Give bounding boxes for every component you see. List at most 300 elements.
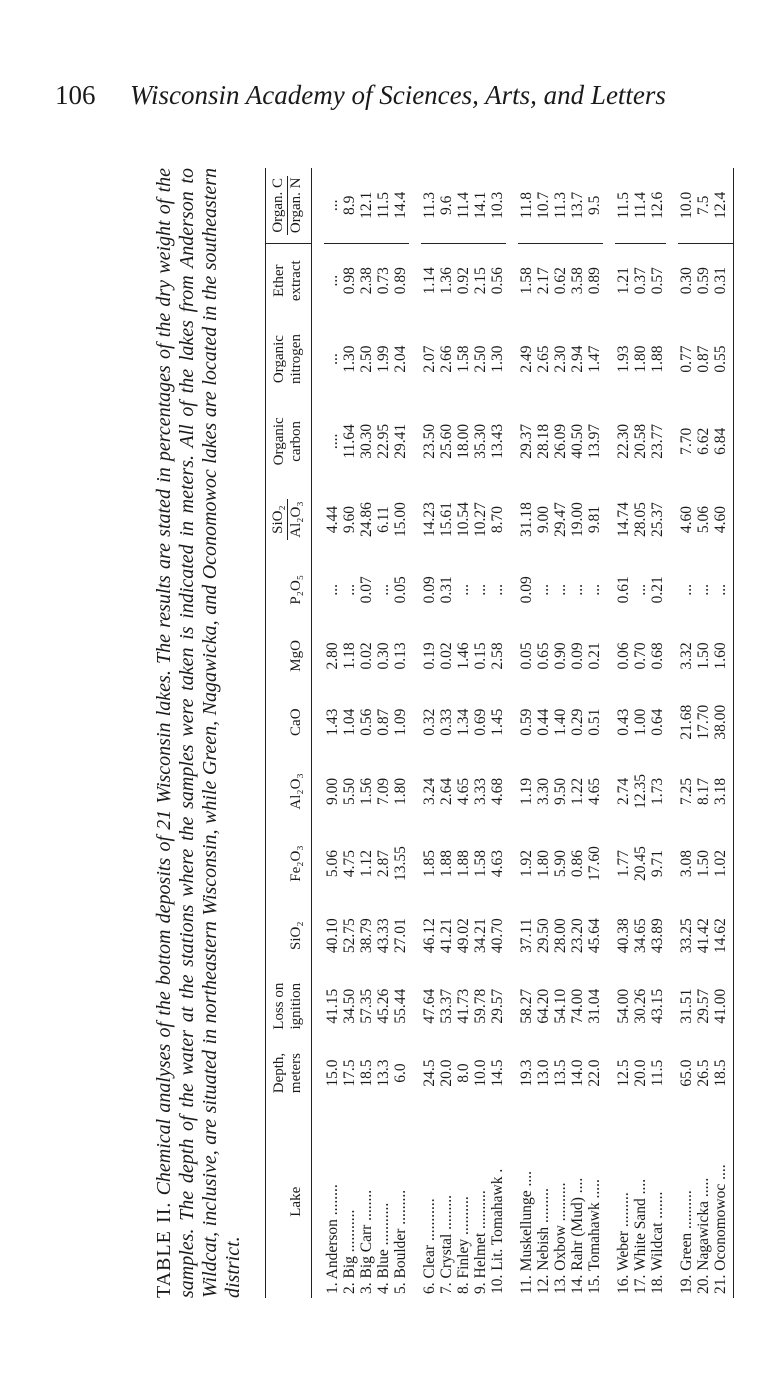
table-cell: 1.09 <box>392 708 409 736</box>
table-cell: 11.4 <box>455 168 472 243</box>
lake-name-cell: 8. Finley .......... <box>455 1196 472 1294</box>
table-cell: 45.26 <box>375 988 392 1024</box>
table-row <box>455 168 472 1298</box>
table-row <box>392 168 409 1298</box>
table-cell: 1.21 <box>615 267 632 295</box>
table-row <box>552 168 569 1298</box>
table-cell: 0.37 <box>632 267 649 295</box>
table-cell: 29.41 <box>392 423 409 459</box>
table-cell: 33.25 <box>678 918 695 954</box>
table-cell: 3.33 <box>472 777 489 806</box>
table-cell: 0.59 <box>695 267 712 295</box>
table-cell: 8.0 <box>455 1063 472 1083</box>
chemical-analyses-table <box>265 168 734 1298</box>
table-cell: ... <box>324 353 341 365</box>
header-c-n-ratio <box>266 168 312 243</box>
table-cell: 0.89 <box>586 267 603 295</box>
table-cell: 1.02 <box>712 828 734 900</box>
table-cell: 1.80 <box>392 777 409 806</box>
table-cell: ... <box>341 583 358 596</box>
table-cell: 20.58 <box>632 423 649 459</box>
table-cell: 1.93 <box>615 345 632 373</box>
table-cell: 13.3 <box>375 1059 392 1087</box>
table-cell: 1.19 <box>518 777 535 806</box>
table-cell: 30.30 <box>358 423 375 459</box>
table-cell: 8.70 <box>489 506 506 534</box>
table-cell: 4.44 <box>324 506 341 534</box>
lake-name-cell: 10. Lit. Tomahawk . <box>489 1168 506 1294</box>
table-cell: 3.08 <box>678 850 695 878</box>
table-cell: ... <box>489 583 506 596</box>
spacer-cell <box>603 168 615 1298</box>
group-spacer <box>666 168 678 1298</box>
header-loss: Loss on ignition <box>266 972 312 1041</box>
table-cell: 7.5 <box>695 168 712 243</box>
table-cell: 3.30 <box>535 777 552 806</box>
lake-name-cell: 6. Clear ........... <box>421 1198 438 1294</box>
page-header <box>55 80 725 114</box>
table-row <box>586 168 603 1298</box>
table-cell: 13.5 <box>552 1059 569 1087</box>
table-cell: 18.00 <box>455 423 472 459</box>
table-cell: 12.35 <box>632 774 649 809</box>
table-cell: 21.68 <box>678 704 695 740</box>
table-cell: 3.24 <box>421 777 438 806</box>
table-cell: ... <box>695 583 712 596</box>
ratio-numerator: SiO₂ <box>270 499 288 539</box>
table-cell: 0.09 <box>421 576 438 604</box>
table-cell: 0.21 <box>586 642 603 670</box>
table-cell: 4.65 <box>586 777 603 806</box>
table-cell: 1.73 <box>649 777 666 806</box>
table-cell: 23.77 <box>649 423 666 459</box>
table-cell: 6.11 <box>375 506 392 533</box>
table-row <box>324 168 341 1298</box>
table-cell: 9.5 <box>586 168 603 243</box>
table-cell: 2.38 <box>358 267 375 295</box>
cn-denominator: Organ. N <box>288 177 304 234</box>
table-cell: 11.5 <box>649 1059 666 1087</box>
table-cell: 1.88 <box>649 345 666 373</box>
table-cell: 0.15 <box>472 642 489 670</box>
table-cell: 23.20 <box>569 918 586 954</box>
table-cell: 41.42 <box>695 918 712 954</box>
table-cell: 0.05 <box>518 642 535 670</box>
table-cell: 12.6 <box>649 168 666 243</box>
table-cell: 0.86 <box>569 850 586 878</box>
table-cell: 1.36 <box>438 267 455 295</box>
table-cell: 18.5 <box>712 1041 734 1106</box>
table-cell: 0.07 <box>358 576 375 604</box>
table-cell: 8.17 <box>695 777 712 806</box>
table-cell: 11.3 <box>552 168 569 243</box>
table-cell: 17.70 <box>695 704 712 740</box>
table-cell: 0.30 <box>678 267 695 295</box>
table-cell: 41.73 <box>455 988 472 1024</box>
table-cell: 28.00 <box>552 918 569 954</box>
header-p2o5: P₂O₅ <box>266 557 312 623</box>
header-ether-extract: Ether extract <box>266 243 312 318</box>
table-cell: 0.33 <box>438 708 455 736</box>
table-cell: 26.09 <box>552 423 569 459</box>
table-cell: 0.19 <box>421 642 438 670</box>
table-row <box>712 168 734 1298</box>
table-cell: 11.5 <box>375 168 392 243</box>
table-cell: 22.30 <box>615 423 632 459</box>
table-cell: 2.15 <box>472 267 489 295</box>
table-cell: 1.92 <box>518 850 535 878</box>
table-cell: 40.70 <box>489 918 506 954</box>
table-cell: 4.60 <box>678 506 695 534</box>
table-cell: 0.65 <box>535 642 552 670</box>
table-cell: 1.88 <box>455 850 472 878</box>
lake-name-cell: 16. Weber ......... <box>615 1192 632 1294</box>
table-cell: 20.0 <box>632 1059 649 1087</box>
table-cell: 1.34 <box>455 708 472 736</box>
table-cell: 0.98 <box>341 267 358 295</box>
table-cell: 24.86 <box>358 502 375 538</box>
table-cell: 19.00 <box>569 502 586 538</box>
table-cell: 1.40 <box>552 708 569 736</box>
table-cell: 4.75 <box>341 850 358 878</box>
header-organic-carbon: Organic carbon <box>266 400 312 482</box>
table-cell: 57.35 <box>358 988 375 1024</box>
table-cell: 2.80 <box>324 642 341 670</box>
table-cell: 2.30 <box>552 345 569 373</box>
table-cell: 43.33 <box>375 918 392 954</box>
table-cell: 17.60 <box>586 846 603 882</box>
table-body <box>312 168 734 1298</box>
table-row <box>438 168 455 1298</box>
table-cell: 35.30 <box>472 423 489 459</box>
table-cell: 13.97 <box>586 423 603 459</box>
header-sio2: SiO₂ <box>266 900 312 972</box>
table-cell: 5.50 <box>341 777 358 806</box>
table-row <box>472 168 489 1298</box>
table-cell: 55.44 <box>392 988 409 1024</box>
table-cell: 31.04 <box>586 988 603 1024</box>
lake-name-cell: 3. Big Carr ........ <box>358 1189 375 1294</box>
table-cell: 0.31 <box>438 576 455 604</box>
table-row <box>649 168 666 1298</box>
table-cell: 38.79 <box>358 918 375 954</box>
spacer-cell <box>312 168 325 1298</box>
lake-name-cell: 20. Nagawicka ..... <box>695 1177 712 1294</box>
table-row <box>678 168 695 1298</box>
lake-name-cell: 17. White Sand .... <box>632 1178 649 1294</box>
table-cell: 40.50 <box>569 423 586 459</box>
table-cell: 2.04 <box>392 345 409 373</box>
table-cell: 4.68 <box>489 777 506 806</box>
table-cell: 41.21 <box>438 918 455 954</box>
table-cell: 1.18 <box>341 642 358 670</box>
table-cell: 1.14 <box>421 267 438 295</box>
table-cell: 0.56 <box>489 267 506 295</box>
table-cell: 4.63 <box>489 850 506 878</box>
caption-text: Chemical analyses of the bottom deposits of 21 Wisconsin lakes. The results are stated in percentages of the dry weight of the samples. The depth of the water at the stations where the samples were taken is indicated in meters. All of the lakes from Anderson to Wildcat, inclusive, are situated in northeastern Wisconsin, while Green, Nagawicka, and Oconomowoc lakes are located in the southeastern district. <box>153 167 244 1298</box>
table-cell: ... <box>324 583 341 596</box>
table-cell: 4.65 <box>455 777 472 806</box>
table-cell: 9.6 <box>438 168 455 243</box>
table-cell: ... <box>632 583 649 596</box>
lake-name-cell: 14. Rahr (Mud) .... <box>569 1177 586 1294</box>
spacer-cell <box>506 168 518 1298</box>
table-row <box>358 168 375 1298</box>
table-cell: 0.06 <box>615 642 632 670</box>
table-cell: 45.64 <box>586 918 603 954</box>
table-cell: 4.60 <box>712 482 734 556</box>
lake-name-cell: 21. Oconomowoc .... <box>712 1106 734 1299</box>
header-cao: CaO <box>266 689 312 755</box>
table-cell: 0.02 <box>438 642 455 670</box>
table-cell: 1.00 <box>632 708 649 736</box>
table-cell: 11.4 <box>632 168 649 243</box>
table-cell: 2.50 <box>358 345 375 373</box>
table-cell: 14.74 <box>615 502 632 538</box>
table-cell: ... <box>586 583 603 596</box>
table-cell: ... <box>324 168 341 243</box>
table-cell: 10.54 <box>455 502 472 538</box>
table-cell: ... <box>712 557 734 623</box>
header-mgo: MgO <box>266 623 312 689</box>
table-cell: 0.56 <box>358 708 375 736</box>
table-row <box>695 168 712 1298</box>
table-cell: 15.61 <box>438 502 455 538</box>
table-cell: 15.00 <box>392 502 409 538</box>
table-cell: 9.00 <box>535 506 552 534</box>
table-cell: ... <box>552 583 569 596</box>
table-cell: ... <box>455 583 472 596</box>
lake-name-cell: 1. Anderson ........ <box>324 1184 341 1294</box>
table-cell: 2.07 <box>421 345 438 373</box>
lake-name-cell: 2. Big ........... <box>341 1209 358 1294</box>
ratio-fraction <box>270 499 305 539</box>
table-cell: 24.5 <box>421 1059 438 1087</box>
table-cell: 43.89 <box>649 918 666 954</box>
table-cell: 1.43 <box>324 708 341 736</box>
running-title: Wisconsin Academy of Sciences, Arts, and Letters <box>130 80 666 110</box>
table-cell: 40.38 <box>615 918 632 954</box>
table-cell: 0.44 <box>535 708 552 736</box>
table-row <box>375 168 392 1298</box>
table-cell: 20.45 <box>632 846 649 882</box>
table-cell: 18.5 <box>358 1059 375 1087</box>
table-cell: 1.56 <box>358 777 375 806</box>
table-cell: 40.10 <box>324 918 341 954</box>
table-cell: 1.80 <box>632 345 649 373</box>
header-sio2-al2o3 <box>266 482 312 556</box>
table-cell: 10.0 <box>472 1059 489 1087</box>
table-cell: 14.1 <box>472 168 489 243</box>
table-cell: 59.78 <box>472 988 489 1024</box>
table-cell: 34.21 <box>472 918 489 954</box>
table-cell: 3.58 <box>569 267 586 295</box>
table-cell: 1.12 <box>358 850 375 878</box>
table-cell: 0.13 <box>392 642 409 670</box>
table-cell: 12.5 <box>615 1059 632 1087</box>
table-cell: 0.31 <box>712 243 734 318</box>
lake-name-cell: 5. Boulder ......... <box>392 1189 409 1294</box>
table-label: TABLE II. <box>153 1201 175 1298</box>
group-spacer <box>312 168 325 1298</box>
table-cell: ... <box>324 274 341 287</box>
table-cell: 2.49 <box>518 345 535 373</box>
header-organic-nitrogen: Organic nitrogen <box>266 318 312 400</box>
table-cell: 0.92 <box>455 267 472 295</box>
table-row <box>489 168 506 1298</box>
table-cell: 12.4 <box>712 168 734 243</box>
table-cell: 41.15 <box>324 988 341 1024</box>
header-fe2o3: Fe₂O₃ <box>266 828 312 900</box>
table-cell: 34.50 <box>341 988 358 1024</box>
lake-name-cell: 15. Tomahawk ..... <box>586 1179 603 1294</box>
table-cell: 6.0 <box>392 1063 409 1083</box>
table-cell: 26.5 <box>695 1059 712 1087</box>
table-cell: 10.27 <box>472 502 489 538</box>
cn-fraction <box>270 176 305 236</box>
table-cell: 49.02 <box>455 918 472 954</box>
table-cell: 2.94 <box>569 345 586 373</box>
table-cell: 0.05 <box>392 576 409 604</box>
table-cell: 37.11 <box>518 918 535 953</box>
table-cell: 1.58 <box>472 850 489 878</box>
table-cell: 0.77 <box>678 345 695 373</box>
table-cell: 28.18 <box>535 423 552 459</box>
table-caption <box>153 168 245 1298</box>
table-cell: 9.50 <box>552 777 569 806</box>
spacer-cell <box>409 168 421 1298</box>
table-cell: ... <box>472 583 489 596</box>
lake-name-cell: 9. Helmet .......... <box>472 1190 489 1294</box>
header-lake: Lake <box>266 1106 312 1299</box>
table-cell: 1.04 <box>341 708 358 736</box>
ratio-denominator: Al₂O₃ <box>288 501 304 538</box>
table-cell: 1.30 <box>341 345 358 373</box>
table-cell: 54.10 <box>552 988 569 1024</box>
table-cell: 2.50 <box>472 345 489 373</box>
table-cell: 23.50 <box>421 423 438 459</box>
table-cell: 2.64 <box>438 777 455 806</box>
table-cell: 34.65 <box>632 918 649 954</box>
table-cell: 14.4 <box>392 168 409 243</box>
group-spacer <box>603 168 615 1298</box>
table-cell: 31.18 <box>518 502 535 538</box>
table-cell: 2.74 <box>615 777 632 806</box>
table-cell: 17.5 <box>341 1059 358 1087</box>
table-cell: 0.30 <box>375 642 392 670</box>
table-cell: .... <box>324 433 341 450</box>
table-cell: 29.57 <box>489 988 506 1024</box>
table-cell: 1.60 <box>712 623 734 689</box>
table-cell: 11.5 <box>615 168 632 243</box>
table-cell: 0.21 <box>649 576 666 604</box>
table-cell: 52.75 <box>341 918 358 954</box>
table-cell: 11.3 <box>421 168 438 243</box>
table-cell: 10.0 <box>678 168 695 243</box>
table-cell: 38.00 <box>712 689 734 755</box>
table-cell: 31.51 <box>678 988 695 1024</box>
table-cell: 7.09 <box>375 777 392 806</box>
table-cell: 0.70 <box>632 642 649 670</box>
table-row <box>615 168 632 1298</box>
table-cell: 0.51 <box>586 708 603 736</box>
table-cell: 0.61 <box>615 576 632 604</box>
table-cell: 0.02 <box>358 642 375 670</box>
lake-name-cell: 4. Blue ........... <box>375 1202 392 1294</box>
table-cell: 1.85 <box>421 850 438 878</box>
table-cell: 0.43 <box>615 708 632 736</box>
lake-name-cell: 11. Muskellunge .... <box>518 1171 535 1294</box>
table-cell: 1.50 <box>695 850 712 878</box>
table-cell: 0.69 <box>472 708 489 736</box>
table-row <box>632 168 649 1298</box>
table-cell: 22.0 <box>586 1059 603 1087</box>
lake-name-cell: 18. Wildcat ....... <box>649 1191 666 1294</box>
table-cell: 28.05 <box>632 502 649 538</box>
table-cell: 0.64 <box>649 708 666 736</box>
table-cell: 13.7 <box>569 168 586 243</box>
lake-name-cell: 13. Oxbow .......... <box>552 1182 569 1294</box>
table-row <box>535 168 552 1298</box>
lake-name-cell: 7. Crystal ......... <box>438 1194 455 1294</box>
table-cell: 41.00 <box>712 972 734 1041</box>
table-cell: 0.68 <box>649 642 666 670</box>
table-cell: 11.8 <box>518 168 535 243</box>
table-row <box>341 168 358 1298</box>
group-spacer <box>506 168 518 1298</box>
table-cell: 1.30 <box>489 345 506 373</box>
table-cell: 30.26 <box>632 988 649 1024</box>
spacer-cell <box>666 168 678 1298</box>
table-cell: 0.09 <box>518 576 535 604</box>
table-cell: 1.22 <box>569 777 586 806</box>
table-cell: 9.81 <box>586 506 603 534</box>
page-number: 106 <box>55 80 96 110</box>
lake-name-cell: 19. Green .......... <box>678 1190 695 1294</box>
table-cell: 65.0 <box>678 1059 695 1087</box>
table-cell: 1.88 <box>438 850 455 878</box>
table-cell: 2.58 <box>489 642 506 670</box>
table-cell: 2.87 <box>375 850 392 878</box>
table-cell: 2.65 <box>535 345 552 373</box>
table-cell: 3.18 <box>712 755 734 827</box>
table-cell: 0.55 <box>712 318 734 400</box>
table-cell: 14.62 <box>712 900 734 972</box>
table-cell: 54.00 <box>615 988 632 1024</box>
table-cell: 6.84 <box>712 400 734 482</box>
table-cell: 0.87 <box>375 708 392 736</box>
header-al2o3: Al₂O₃ <box>266 755 312 827</box>
group-spacer <box>409 168 421 1298</box>
table-cell: 1.45 <box>489 708 506 736</box>
table-cell: 1.50 <box>695 642 712 670</box>
table-cell: 0.89 <box>392 267 409 295</box>
table-cell: 46.12 <box>421 918 438 954</box>
table-cell: 1.46 <box>455 642 472 670</box>
table-cell: 7.70 <box>678 427 695 455</box>
table-row <box>518 168 535 1298</box>
table-row <box>569 168 586 1298</box>
table-cell: 58.27 <box>518 988 535 1024</box>
table-cell: 0.73 <box>375 267 392 295</box>
table-cell: 10.7 <box>535 168 552 243</box>
table-cell: 0.90 <box>552 642 569 670</box>
table-cell: 13.43 <box>489 423 506 459</box>
cn-numerator: Organ. C <box>270 176 288 236</box>
table-cell: 1.80 <box>535 850 552 878</box>
table-cell: 5.90 <box>552 850 569 878</box>
table-cell: 9.71 <box>649 850 666 878</box>
